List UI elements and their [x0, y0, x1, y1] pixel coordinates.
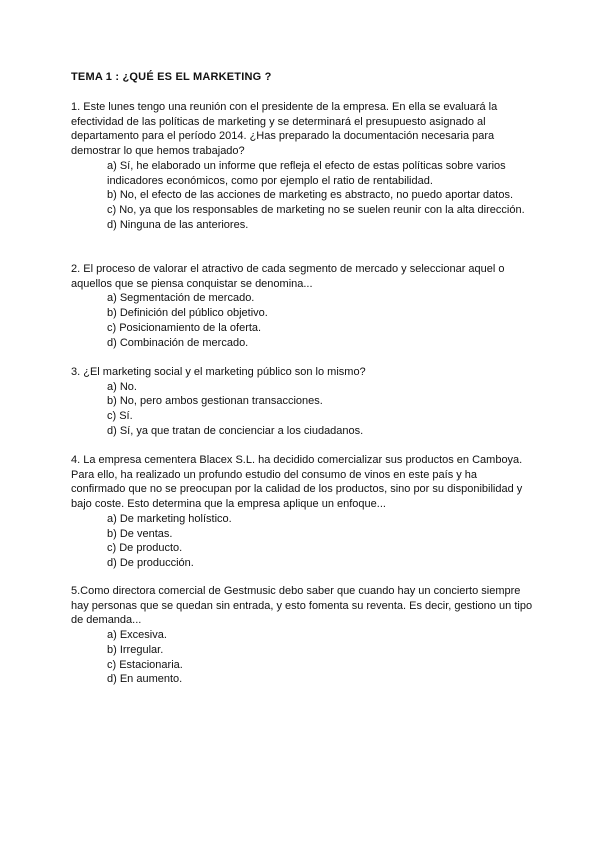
- option-c: c) De producto.: [107, 542, 183, 555]
- question-4: [71, 453, 533, 571]
- question-stem: 4. La empresa cementera Blacex S.L. ha decidido comercializar sus productos en Camboya. Para ello, ha realizado un profundo estudio del consumo de vinos en este país y ha confirmado que no se preocupan por la calidad de los productos, sino por su disponibilidad y bajo coste. Esto determina que la empresa aplique un enfoque...: [71, 454, 523, 511]
- options-list: [71, 512, 533, 571]
- option-a: a) De marketing holístico.: [107, 512, 232, 525]
- option-a: a) Sí, he elaborado un informe que refleja el efecto de estas políticas sobre varios indicadores económicos, como por ejemplo el ratio de rentabilidad.: [107, 159, 506, 187]
- option-d: d) Ninguna de las anteriores.: [107, 218, 249, 231]
- question-stem: 1. Este lunes tengo una reunión con el presidente de la empresa. En ella se evaluará la efectividad de las políticas de marketing y se determinará el presupuesto asignado al departamento para el período 2014. ¿Has preparado la documentación necesaria para demostrar lo que hemos trabajado?: [71, 101, 498, 158]
- option-b: b) No, pero ambos gestionan transacciones.: [107, 395, 323, 408]
- option-c: c) Estacionaria.: [107, 658, 183, 671]
- option-c: c) No, ya que los responsables de marketing no se suelen reunir con la alta dirección.: [107, 203, 525, 216]
- question-stem: 5.Como directora comercial de Gestmusic debo saber que cuando hay un concierto siempre hay personas que se quedan sin entrada, y esto fomenta su reventa. Es decir, gestiono un tipo de demanda...: [71, 585, 533, 627]
- question-1: [71, 100, 533, 232]
- question-stem: 2. El proceso de valorar el atractivo de cada segmento de mercado y seleccionar aquel o aquellos que se piensa conquistar se denomina...: [71, 263, 505, 290]
- options-list: [71, 628, 533, 687]
- option-c: c) Posicionamiento de la oferta.: [107, 321, 262, 334]
- option-a: a) Segmentación de mercado.: [107, 292, 255, 305]
- question-2: [71, 262, 533, 350]
- option-a: a) Excesiva.: [107, 629, 167, 642]
- page-title: TEMA 1 : ¿QUÉ ES EL MARKETING ?: [71, 71, 272, 83]
- options-list: [71, 380, 533, 439]
- option-d: d) En aumento.: [107, 673, 183, 686]
- question-3: [71, 365, 533, 439]
- option-b: b) Irregular.: [107, 643, 164, 656]
- question-stem: 3. ¿El marketing social y el marketing público son lo mismo?: [71, 366, 366, 378]
- question-5: [71, 584, 533, 687]
- options-list: [71, 291, 533, 350]
- options-list: [71, 159, 533, 233]
- option-b: b) Definición del público objetivo.: [107, 307, 268, 320]
- option-d: d) De producción.: [107, 556, 194, 569]
- option-d: d) Sí, ya que tratan de concienciar a los ciudadanos.: [107, 424, 364, 437]
- option-b: b) De ventas.: [107, 527, 173, 540]
- option-a: a) No.: [107, 380, 137, 393]
- option-b: b) No, el efecto de las acciones de marketing es abstracto, no puedo aportar datos.: [107, 189, 514, 202]
- option-d: d) Combinación de mercado.: [107, 336, 249, 349]
- option-c: c) Sí.: [107, 410, 133, 423]
